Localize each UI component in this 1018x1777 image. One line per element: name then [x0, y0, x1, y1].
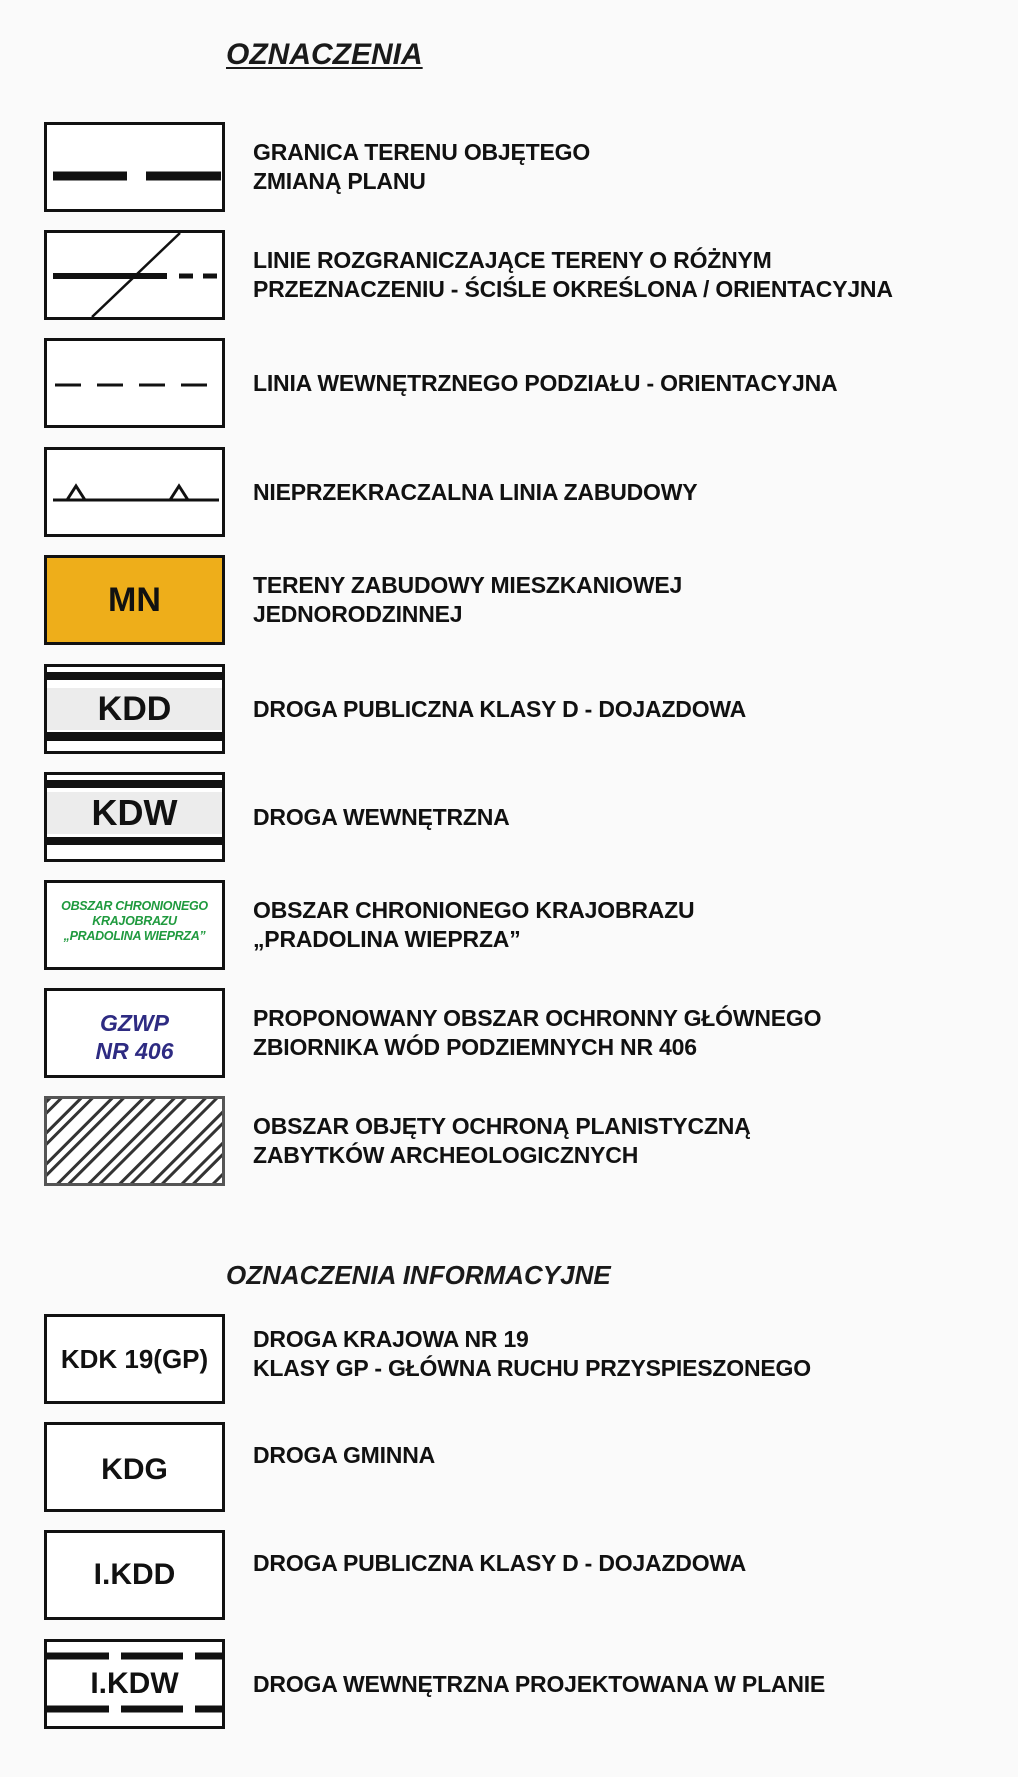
legend-row-building-line — [0, 447, 1018, 537]
hatched-area-icon — [47, 1099, 222, 1183]
legend-desc: DROGA KRAJOWA NR 19 KLASY GP - GŁÓWNA RUCHU PRZYSPIESZONEGO — [253, 1326, 811, 1381]
road-code: KDW — [47, 792, 222, 834]
legend-desc: DROGA PUBLICZNA KLASY D - DOJAZDOWA — [253, 695, 747, 722]
ikdd-symbol — [44, 1530, 225, 1620]
protected-landscape-label: OBSZAR CHRONIONEGO KRAJOBRAZU „PRADOLINA WIEPRZA” — [61, 899, 208, 943]
kdg-symbol — [44, 1422, 225, 1512]
internal-division-symbol — [44, 338, 225, 428]
legend-desc: TERENY ZABUDOWY MIESZKANIOWEJ JEDNORODZINNEJ — [253, 572, 683, 627]
legend-row-protected-landscape — [0, 880, 1018, 970]
thin-dashed-line-icon — [47, 341, 222, 425]
legend-desc: NIEPRZEKRACZALNA LINIA ZABUDOWY — [253, 478, 698, 505]
road-code: KDD — [47, 688, 222, 730]
archaeological-area-symbol — [44, 1096, 225, 1186]
info-legend-title: OZNACZENIA INFORMACYJNE — [226, 1260, 611, 1290]
legend-row-kdw — [0, 772, 1018, 862]
legend-desc: DROGA WEWNĘTRZNA PROJEKTOWANA W PLANIE — [253, 1670, 826, 1697]
legend-desc: PROPONOWANY OBSZAR OCHRONNY GŁÓWNEGO ZBIORNIKA WÓD PODZIEMNYCH NR 406 — [253, 1005, 822, 1060]
road-code: I.KDW — [90, 1667, 179, 1700]
legend-row-kdd — [0, 664, 1018, 754]
legend-desc: DROGA PUBLICZNA KLASY D - DOJAZDOWA — [253, 1549, 747, 1576]
kdw-road-symbol — [44, 772, 225, 862]
legend-desc: DROGA GMINNA — [253, 1441, 436, 1468]
road-code: KDK 19(GP) — [60, 1343, 209, 1374]
legend-desc: GRANICA TERENU OBJĘTEGO ZMIANĄ PLANU — [253, 139, 591, 194]
ikdw-symbol — [44, 1639, 225, 1729]
road-edge-top — [47, 780, 222, 788]
info-row-kdg — [0, 1422, 1018, 1512]
plan-boundary-symbol — [44, 122, 225, 212]
legend-row-mn — [0, 555, 1018, 645]
dividing-line-crossed-icon — [47, 233, 222, 317]
legend-row-archaeological — [0, 1096, 1018, 1186]
road-edge-bottom — [47, 732, 222, 741]
kdk19-symbol — [44, 1314, 225, 1404]
legend-row-internal-division — [0, 338, 1018, 428]
legend-desc: LINIE ROZGRANICZAJĄCE TERENY O RÓŻNYM PRZEZNACZENIU - ŚCIŚLE OKREŚLONA / ORIENTACYJNA — [253, 247, 893, 302]
road-edge-bottom — [47, 837, 222, 845]
road-code: KDG — [101, 1453, 168, 1486]
legend-row-plan-boundary — [0, 122, 1018, 212]
gzwp-label: GZWP NR 406 — [95, 1010, 174, 1064]
protected-landscape-symbol — [44, 880, 225, 970]
kdd-road-symbol — [44, 664, 225, 754]
legend-desc: OBSZAR OBJĘTY OCHRONĄ PLANISTYCZNĄ ZABYTKÓW ARCHEOLOGICZNYCH — [253, 1113, 751, 1168]
info-row-ikdw — [0, 1639, 1018, 1729]
legend-row-dividing-lines — [0, 230, 1018, 320]
info-row-kdk19 — [0, 1314, 1018, 1404]
legend-desc: DROGA WEWNĘTRZNA — [253, 803, 510, 830]
gzwp-symbol — [44, 988, 225, 1078]
zone-code: MN — [108, 580, 161, 619]
legend-title: OZNACZENIA — [226, 38, 423, 71]
legend-row-gzwp — [0, 988, 1018, 1078]
road-edge-top — [47, 672, 222, 680]
road-code: I.KDD — [93, 1558, 176, 1591]
legend-desc: LINIA WEWNĘTRZNEGO PODZIAŁU - ORIENTACYJNA — [253, 369, 838, 396]
dividing-lines-symbol — [44, 230, 225, 320]
mn-zone-symbol — [44, 555, 225, 645]
info-row-ikdd — [0, 1530, 1018, 1620]
building-line-icon — [47, 450, 222, 534]
legend-desc: OBSZAR CHRONIONEGO KRAJOBRAZU „PRADOLINA WIEPRZA” — [253, 897, 695, 952]
dashed-boundary-line-icon — [47, 125, 222, 209]
building-line-symbol — [44, 447, 225, 537]
